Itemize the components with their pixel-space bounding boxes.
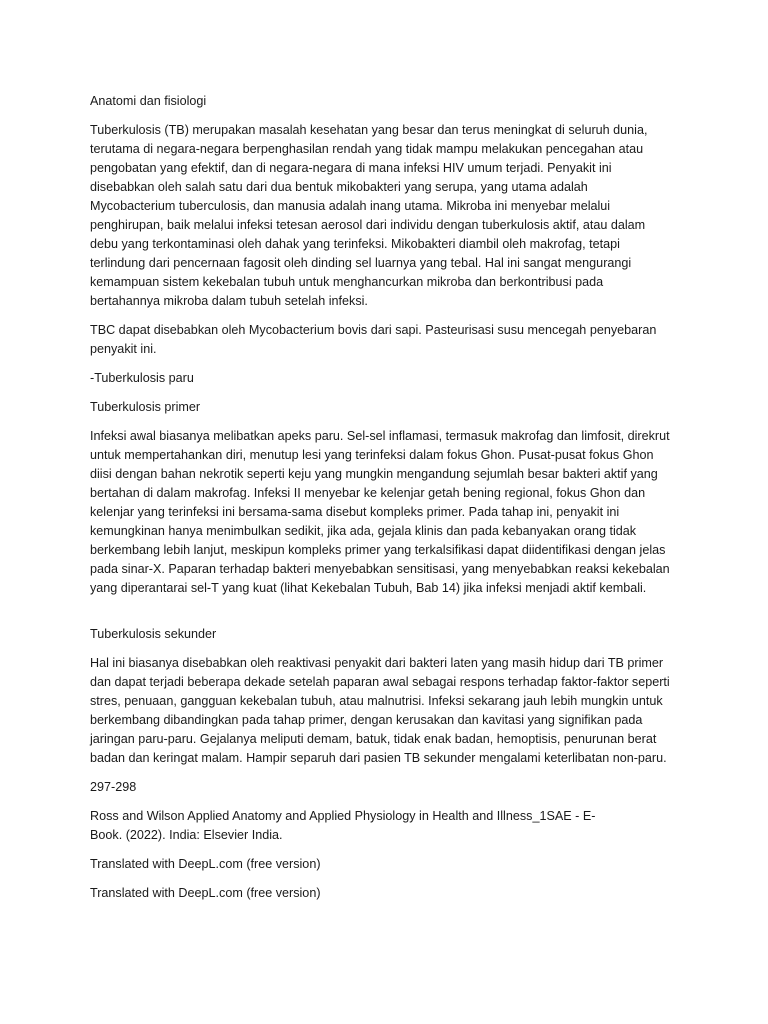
text-line: disebabkan oleh salah satu dari dua bentuk mikobakteri yang serupa, yang utama adalah (90, 180, 588, 194)
translation-note: Translated with DeepL.com (free version) (90, 857, 321, 871)
heading-tuberkulosis-sekunder: Tuberkulosis sekunder (90, 627, 217, 641)
text-line: untuk mempertahankan diri, menutup lesi yang terinfeksi dalam fokus Ghon. Pusat-pusat fokus Ghon (90, 448, 654, 462)
text-line: bertahannya mikroba dalam tubuh setelah infeksi. (90, 294, 368, 308)
paragraph-bovis (90, 321, 690, 359)
text-line: berkembang lebih lanjut, meskipun kompleks primer yang terkalsifikasi dapat diidentifikasi dengan jelas (90, 543, 666, 557)
text-line: penyakit ini. (90, 342, 157, 356)
text-line: Ross and Wilson Applied Anatomy and Applied Physiology in Health and Illness_1SAE - E- (90, 809, 596, 823)
text-line: Mycobacterium tuberculosis, dan manusia adalah inang utama. Mikroba ini menyebar melalui (90, 199, 611, 213)
text-line: berkembang dibandingkan pada tahap primer, dengan kerusakan dan kavitasi yang signifikan pada (90, 713, 643, 727)
text-line: jaringan paru-paru. Gejalanya meliputi demam, batuk, tidak enak badan, hemoptisis, penurunan berat (90, 732, 657, 746)
paragraph-primer (90, 427, 690, 598)
text-line: terutama di negara-negara berpenghasilan rendah yang tidak mampu melakukan pencegahan atau (90, 142, 644, 156)
heading-tuberkulosis-paru: -Tuberkulosis paru (90, 371, 194, 385)
translation-note: Translated with DeepL.com (free version) (90, 886, 321, 900)
text-line: kemampuan sistem kekebalan tubuh untuk menghancurkan mikroba dan berkontribusi pada (90, 275, 604, 289)
paragraph-intro (90, 121, 690, 311)
text-line: dan dapat terjadi beberapa dekade setelah paparan awal sebagai respons terhadap faktor-faktor seperti (90, 675, 670, 689)
document-title: Anatomi dan fisiologi (90, 94, 207, 108)
text-line: badan dan keringat malam. Hampir separuh dari pasien TB sekunder mengalami keterlibatan non-paru. (90, 751, 667, 765)
text-line: Hal ini biasanya disebabkan oleh reaktivasi penyakit dari bakteri laten yang masih hidup dari TB primer (90, 656, 664, 670)
document-page (90, 92, 690, 913)
text-line: Tuberkulosis (TB) merupakan masalah kesehatan yang besar dan terus meningkat di seluruh dunia, (90, 123, 648, 137)
reference-citation (90, 807, 690, 845)
text-line: Book. (2022). India: Elsevier India. (90, 828, 283, 842)
text-line: pada sinar-X. Paparan terhadap bakteri menyebabkan sensitisasi, yang menyebabkan reaksi kekebalan (90, 562, 670, 576)
text-line: kemungkinan hanya menimbulkan sedikit, jika ada, gejala klinis dan pada kebanyakan orang tidak (90, 524, 637, 538)
text-line: terlindung dari pencernaan fagosit oleh dinding sel luarnya yang tebal. Hal ini sangat mengurangi (90, 256, 632, 270)
paragraph-sekunder (90, 654, 690, 768)
text-line: kelenjar yang terinfeksi ini bersama-sama disebut kompleks primer. Pada tahap ini, penyakit ini (90, 505, 620, 519)
text-line: TBC dapat disebabkan oleh Mycobacterium bovis dari sapi. Pasteurisasi susu mencegah penyebaran (90, 323, 657, 337)
text-line: pengobatan yang efektif, dan di negara-negara di mana infeksi HIV umum terjadi. Penyakit ini (90, 161, 612, 175)
page-range: 297-298 (90, 780, 137, 794)
text-line: bertahan di dalam makrofag. Infeksi II menyebar ke kelenjar getah bening regional, fokus Ghon dan (90, 486, 646, 500)
text-line: penghirupan, baik melalui infeksi tetesan aerosol dari individu dengan tuberkulosis aktif, atau dalam (90, 218, 646, 232)
heading-tuberkulosis-primer: Tuberkulosis primer (90, 400, 201, 414)
text-line: yang diperantarai sel-T yang kuat (lihat Kekebalan Tubuh, Bab 14) jika infeksi menjadi aktif kembali. (90, 581, 647, 595)
text-line: debu yang terkontaminasi oleh dahak yang terinfeksi. Mikobakteri diambil oleh makrofag, tetapi (90, 237, 620, 251)
text-line: Infeksi awal biasanya melibatkan apeks paru. Sel-sel inflamasi, termasuk makrofag dan limfosit, direkrut (90, 429, 670, 443)
text-line: stres, penuaan, gangguan kekebalan tubuh, atau malnutrisi. Infeksi sekarang jauh lebih mungkin untuk (90, 694, 663, 708)
text-line: diisi dengan bahan nekrotik seperti keju yang mungkin mengandung sejumlah besar bakteri aktif yang (90, 467, 658, 481)
